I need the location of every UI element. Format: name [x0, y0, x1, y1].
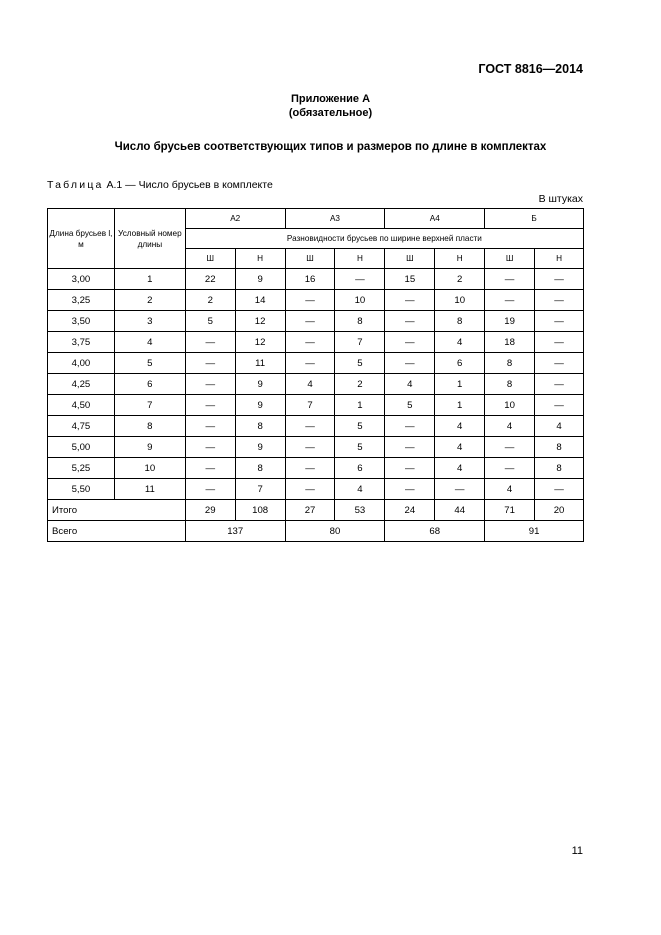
cell-number: 6 — [114, 374, 185, 395]
cell-value: — — [485, 437, 535, 458]
cell-value: 10 — [485, 395, 535, 416]
cell-value: — — [535, 269, 584, 290]
cell-value: 5 — [335, 437, 385, 458]
cell-value: 11 — [235, 353, 285, 374]
cell-value: 8 — [435, 311, 485, 332]
totals-value: 29 — [185, 500, 235, 521]
cell-value: 5 — [335, 416, 385, 437]
section-title: Число брусьев соответствующих типов и размеров по длине в комплектах — [114, 141, 547, 153]
cell-value: 22 — [185, 269, 235, 290]
table-row — [48, 269, 584, 290]
cell-value: 7 — [235, 479, 285, 500]
cell-length: 4,50 — [48, 395, 115, 416]
header-number: Условный номер длины — [114, 209, 185, 269]
cell-number: 2 — [114, 290, 185, 311]
cell-value: 12 — [235, 332, 285, 353]
cell-value: 4 — [435, 437, 485, 458]
cell-value: 5 — [335, 353, 385, 374]
totals-value: 108 — [235, 500, 285, 521]
cell-length: 4,00 — [48, 353, 115, 374]
cell-value: — — [385, 437, 435, 458]
cell-value: — — [285, 437, 335, 458]
cell-value: 4 — [285, 374, 335, 395]
cell-value: 1 — [435, 395, 485, 416]
cell-value: 7 — [285, 395, 335, 416]
table-unit: В штуках — [538, 193, 583, 205]
cell-value: — — [535, 479, 584, 500]
cell-value: 12 — [235, 311, 285, 332]
cell-value: 4 — [435, 416, 485, 437]
table-row — [48, 311, 584, 332]
cell-value: 8 — [535, 458, 584, 479]
appendix-title: Приложение А — [290, 93, 371, 105]
table-row — [48, 437, 584, 458]
cell-value: — — [535, 374, 584, 395]
table-row — [48, 458, 584, 479]
cell-number: 1 — [114, 269, 185, 290]
totals-value: 20 — [535, 500, 584, 521]
header-sub: Ш — [385, 249, 435, 269]
cell-value: 2 — [185, 290, 235, 311]
cell-value: 8 — [535, 437, 584, 458]
appendix-heading — [0, 92, 661, 120]
cell-length: 5,25 — [48, 458, 115, 479]
totals-value: 71 — [485, 500, 535, 521]
header-length: Длина брусьев l, м — [48, 209, 115, 269]
totals-value: 53 — [335, 500, 385, 521]
cell-value: — — [285, 416, 335, 437]
cell-value: — — [285, 311, 335, 332]
header-group-a4: А4 — [385, 209, 485, 229]
cell-value: 18 — [485, 332, 535, 353]
cell-number: 5 — [114, 353, 185, 374]
cell-value: — — [385, 479, 435, 500]
header-sub: Ш — [485, 249, 535, 269]
grand-total-row — [48, 521, 584, 542]
cell-value: 4 — [485, 416, 535, 437]
data-table — [47, 208, 584, 542]
cell-value: — — [535, 311, 584, 332]
totals-value: 24 — [385, 500, 435, 521]
cell-value: — — [185, 332, 235, 353]
cell-value: 4 — [485, 479, 535, 500]
cell-length: 3,00 — [48, 269, 115, 290]
cell-length: 4,75 — [48, 416, 115, 437]
cell-value: — — [185, 395, 235, 416]
cell-length: 3,50 — [48, 311, 115, 332]
cell-value: — — [535, 332, 584, 353]
cell-value: — — [485, 458, 535, 479]
cell-value: 4 — [335, 479, 385, 500]
grand-total-value: 68 — [385, 521, 485, 542]
cell-value: — — [185, 458, 235, 479]
cell-value: — — [485, 290, 535, 311]
cell-length: 3,75 — [48, 332, 115, 353]
table-caption — [47, 179, 273, 191]
grand-total-value: 137 — [185, 521, 285, 542]
cell-length: 5,50 — [48, 479, 115, 500]
cell-value: 19 — [485, 311, 535, 332]
cell-value: — — [285, 353, 335, 374]
cell-value: 5 — [385, 395, 435, 416]
appendix-note: (обязательное) — [288, 107, 373, 119]
grand-total-label: Всего — [48, 521, 186, 542]
standard-code: ГОСТ 8816—2014 — [478, 62, 583, 76]
cell-value: 4 — [385, 374, 435, 395]
header-sub: Ш — [285, 249, 335, 269]
cell-value: 16 — [285, 269, 335, 290]
header-group-b: Б — [485, 209, 584, 229]
table-row — [48, 290, 584, 311]
cell-value: — — [385, 353, 435, 374]
cell-value: 6 — [435, 353, 485, 374]
cell-value: 8 — [335, 311, 385, 332]
cell-value: 8 — [485, 353, 535, 374]
cell-value: 4 — [435, 458, 485, 479]
page-number: 11 — [571, 845, 583, 857]
header-sub: Н — [535, 249, 584, 269]
cell-value: 1 — [335, 395, 385, 416]
header-sub: Н — [235, 249, 285, 269]
cell-number: 7 — [114, 395, 185, 416]
cell-value: 5 — [185, 311, 235, 332]
totals-value: 44 — [435, 500, 485, 521]
grand-total-value: 80 — [285, 521, 385, 542]
cell-value: 8 — [235, 458, 285, 479]
cell-value: — — [385, 416, 435, 437]
cell-value: — — [185, 416, 235, 437]
header-group-a3: А3 — [285, 209, 385, 229]
header-sub: Н — [435, 249, 485, 269]
table-caption-word: Таблица — [47, 179, 104, 191]
cell-value: — — [285, 458, 335, 479]
cell-value: — — [335, 269, 385, 290]
cell-value: 1 — [435, 374, 485, 395]
cell-value: — — [285, 290, 335, 311]
table-row — [48, 332, 584, 353]
cell-number: 3 — [114, 311, 185, 332]
cell-length: 3,25 — [48, 290, 115, 311]
cell-value: — — [535, 290, 584, 311]
cell-value: — — [185, 479, 235, 500]
cell-length: 4,25 — [48, 374, 115, 395]
cell-value: — — [385, 332, 435, 353]
cell-value: — — [185, 437, 235, 458]
cell-value: 6 — [335, 458, 385, 479]
header-sub: Ш — [185, 249, 235, 269]
cell-value: 9 — [235, 395, 285, 416]
cell-value: 7 — [335, 332, 385, 353]
cell-value: 10 — [335, 290, 385, 311]
header-group-a2: А2 — [185, 209, 285, 229]
header-row-groups — [48, 209, 584, 229]
cell-value: 4 — [435, 332, 485, 353]
cell-number: 4 — [114, 332, 185, 353]
cell-value: — — [485, 269, 535, 290]
header-variants: Разновидности брусьев по ширине верхней пласти — [185, 229, 583, 249]
cell-value: — — [385, 458, 435, 479]
cell-value: 9 — [235, 437, 285, 458]
cell-value: 2 — [335, 374, 385, 395]
cell-value: 4 — [535, 416, 584, 437]
table-row — [48, 395, 584, 416]
table-caption-text: А.1 — Число брусьев в комплекте — [103, 179, 273, 191]
cell-value: — — [285, 479, 335, 500]
cell-value: 8 — [235, 416, 285, 437]
cell-value: — — [185, 353, 235, 374]
cell-value: 8 — [485, 374, 535, 395]
cell-number: 10 — [114, 458, 185, 479]
cell-number: 8 — [114, 416, 185, 437]
cell-value: 2 — [435, 269, 485, 290]
totals-label: Итого — [48, 500, 186, 521]
table-row — [48, 353, 584, 374]
cell-value: 9 — [235, 374, 285, 395]
table-row — [48, 479, 584, 500]
cell-value: — — [535, 353, 584, 374]
totals-row — [48, 500, 584, 521]
cell-value: — — [385, 311, 435, 332]
header-sub: Н — [335, 249, 385, 269]
cell-value: — — [185, 374, 235, 395]
totals-value: 27 — [285, 500, 335, 521]
cell-value: 14 — [235, 290, 285, 311]
cell-value: 9 — [235, 269, 285, 290]
grand-total-value: 91 — [485, 521, 584, 542]
cell-value: — — [535, 395, 584, 416]
cell-number: 11 — [114, 479, 185, 500]
cell-value: — — [285, 332, 335, 353]
table-row — [48, 416, 584, 437]
cell-value: — — [435, 479, 485, 500]
cell-value: 15 — [385, 269, 435, 290]
cell-value: — — [385, 290, 435, 311]
cell-length: 5,00 — [48, 437, 115, 458]
table-row — [48, 374, 584, 395]
cell-value: 10 — [435, 290, 485, 311]
cell-number: 9 — [114, 437, 185, 458]
